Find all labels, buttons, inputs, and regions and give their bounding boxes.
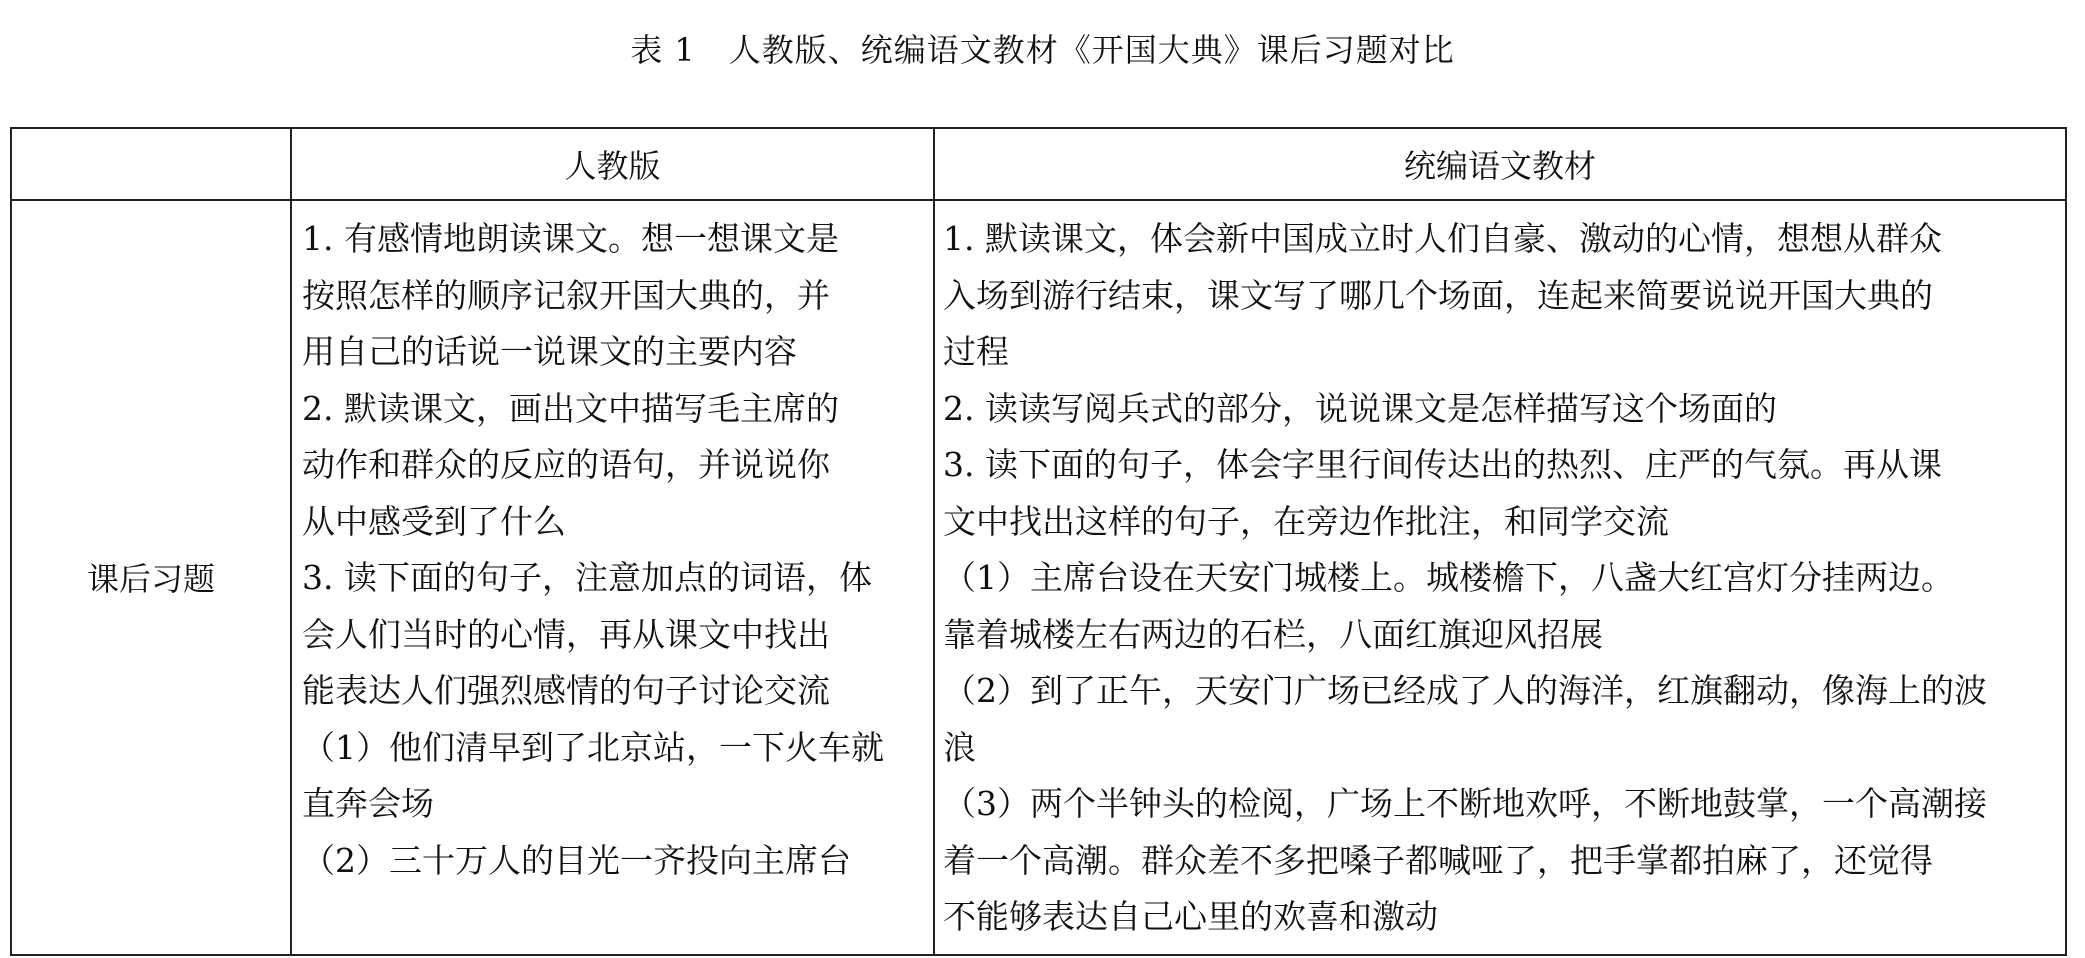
text-line: 从中感受到了什么 [302, 501, 566, 541]
text-line: 2. 读读写阅兵式的部分，说说课文是怎样描写这个场面的 [943, 388, 1777, 428]
header-renjiao: 人教版 [291, 128, 934, 200]
text-line: 不能够表达自己心里的欢喜和激动 [943, 897, 1438, 936]
text-line: 动作和群众的反应的语句，并说说你 [302, 445, 830, 484]
tongbian-exercises-cell [934, 200, 2066, 955]
text-line: 按照怎样的顺序记叙开国大典的，并 [302, 275, 830, 315]
text-line: 过程 [943, 332, 1009, 371]
text-line: （2）三十万人的目光一齐投向主席台 [302, 840, 851, 880]
text-line: 2. 默读课文，画出文中描写毛主席的 [302, 388, 839, 428]
text-line: 3. 读下面的句子，注意加点的词语，体 [302, 558, 872, 597]
text-line: 1. 有感情地朗读课文。想一想课文是 [302, 219, 839, 258]
header-row [11, 128, 2066, 200]
text-line: 靠着城楼左右两边的石栏，八面红旗迎风招展 [943, 614, 1603, 654]
tongbian-exercises [935, 201, 2065, 954]
text-line: 直奔会场 [302, 784, 434, 823]
comparison-table [10, 127, 2067, 956]
text-line: 用自己的话说一说课文的主要内容 [302, 332, 797, 371]
text-line: 1. 默读课文，体会新中国成立时人们自豪、激动的心情，想想从群众 [943, 219, 1942, 258]
table-caption: 表 1 人教版、统编语文教材《开国大典》课后习题对比 [630, 31, 1455, 69]
exercise-row [11, 200, 2066, 955]
text-line: 3. 读下面的句子，体会字里行间传达出的热烈、庄严的气氛。再从课 [943, 445, 1942, 484]
renjiao-exercises-cell [291, 200, 934, 955]
text-line: 能表达人们强烈感情的句子讨论交流 [302, 671, 830, 710]
header-blank-cell [11, 128, 291, 200]
text-line: （2）到了正午，天安门广场已经成了人的海洋，红旗翻动，像海上的波 [943, 671, 1987, 710]
text-line: （1）他们清早到了北京站，一下火车就 [302, 727, 884, 767]
text-line: （1）主席台设在天安门城楼上。城楼檐下，八盏大红宫灯分挂两边。 [943, 558, 1954, 597]
text-line: 入场到游行结束，课文写了哪几个场面，连起来简要说说开国大典的 [943, 275, 1933, 315]
text-line: 浪 [943, 727, 976, 767]
renjiao-exercises [292, 201, 933, 897]
text-line: 着一个高潮。群众差不多把嗓子都喊哑了，把手掌都拍麻了，还觉得 [943, 840, 1933, 880]
text-line: 文中找出这样的句子，在旁边作批注，和同学交流 [943, 501, 1669, 541]
text-line: （3）两个半钟头的检阅，广场上不断地欢呼，不断地鼓掌，一个高潮接 [943, 784, 1987, 823]
header-tongbian: 统编语文教材 [934, 128, 2066, 200]
row-label: 课后习题 [11, 200, 291, 955]
text-line: 会人们当时的心情，再从课文中找出 [302, 614, 830, 654]
